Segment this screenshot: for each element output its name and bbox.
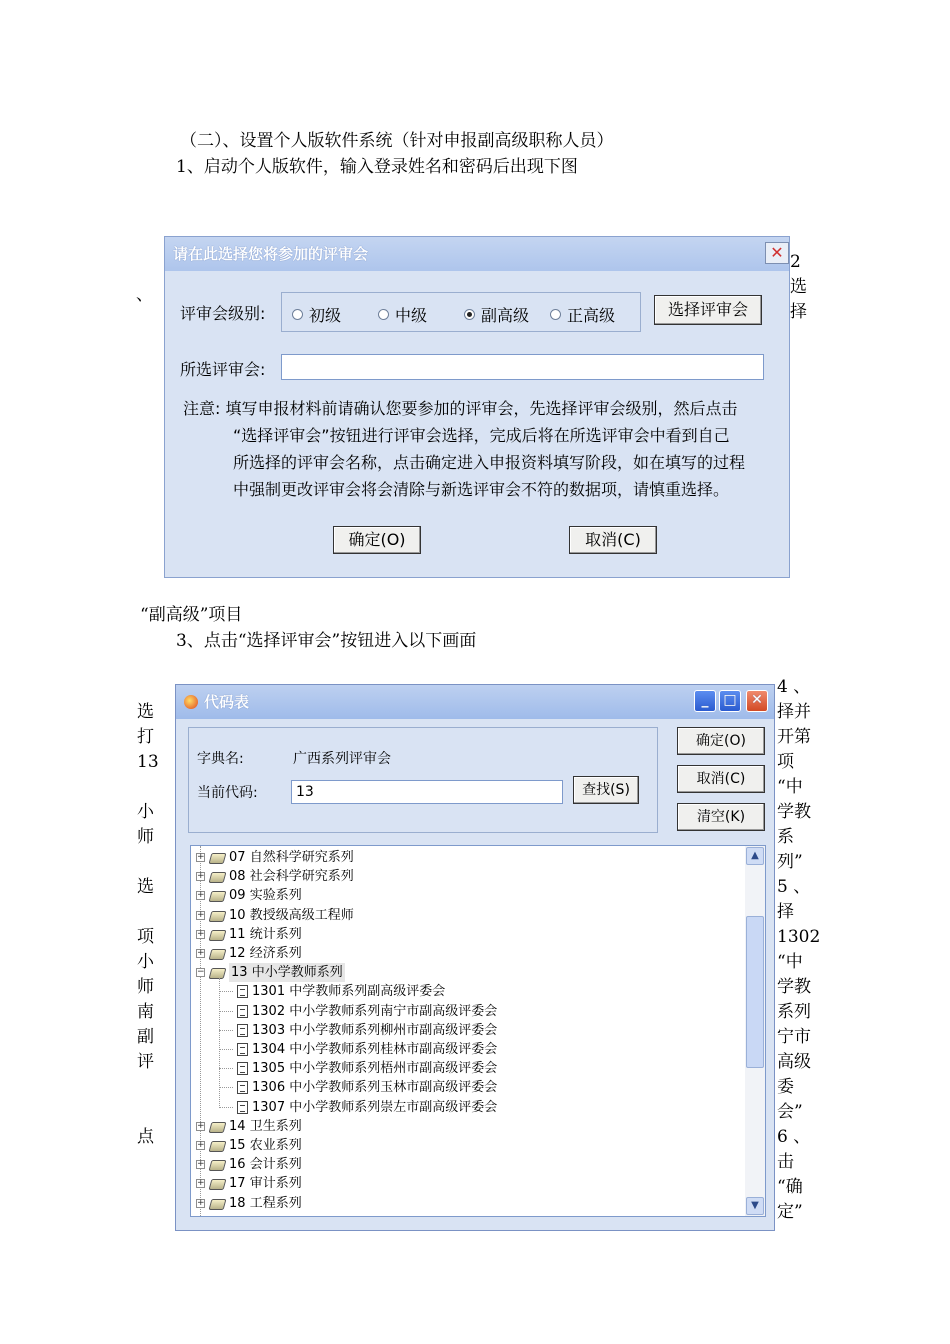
side-line: 列”	[777, 852, 803, 872]
section-title: （二）、设置个人版软件系统（针对申报副高级职称人员）	[180, 131, 614, 151]
side-line: 选	[790, 277, 807, 297]
tree-item-name: 中小学教师系列南宁市副高级评委会	[289, 1003, 498, 1019]
radio-label: 中级	[395, 306, 428, 325]
tree-item-name: 教授级高级工程师	[249, 907, 354, 923]
window-title-bar	[176, 685, 774, 719]
expand-icon[interactable]: +	[197, 909, 205, 920]
find-button[interactable]: 查找(S)	[573, 776, 639, 804]
tree-item-code: 09	[229, 888, 246, 904]
tree-leaf-item[interactable]	[237, 1059, 497, 1078]
note-text	[183, 395, 783, 503]
tree-item-code: 13	[231, 965, 248, 981]
radio-associate-senior[interactable]	[464, 303, 529, 326]
right-side-column	[777, 675, 820, 1225]
side-line: 师	[137, 827, 154, 847]
tree-guide	[219, 991, 233, 992]
expand-icon[interactable]: +	[197, 928, 205, 939]
side-line: 4 、	[777, 677, 811, 697]
chosen-review-field[interactable]	[281, 354, 764, 380]
scroll-thumb[interactable]	[746, 916, 764, 1068]
side-line: 南	[137, 1002, 154, 1022]
side-line: 学教	[777, 977, 811, 997]
radio-label: 正高级	[567, 306, 616, 325]
radio-circle-icon	[378, 309, 389, 320]
tree-item-name: 中小学教师系列梧州市副高级评委会	[289, 1061, 498, 1077]
tree-category-item[interactable]	[196, 944, 302, 963]
step3-text: 3、点击“选择评审会”按钮进入以下画面	[176, 631, 477, 651]
tree-item-code: 1302	[252, 1003, 286, 1019]
scroll-up-icon[interactable]: ▲	[746, 847, 764, 865]
level-radio-group	[281, 292, 641, 332]
side-line: 择并	[777, 702, 811, 722]
side-line: 13	[137, 752, 159, 772]
tree-item-code: 12	[229, 946, 246, 961]
side-line: 打	[137, 727, 154, 747]
tree-item-name: 中小学教师系列柳州市副高级评委会	[289, 1022, 498, 1038]
side-line: 1302	[777, 927, 821, 947]
after-dialog1-text: “副高级”项目	[140, 605, 243, 625]
tree-item-code: 10	[229, 907, 246, 923]
cancel-button[interactable]: 取消(C)	[569, 526, 657, 554]
document-icon	[237, 1024, 248, 1037]
tree-category-item[interactable]	[196, 1174, 302, 1193]
side-line: 评	[137, 1052, 154, 1072]
expand-icon[interactable]: +	[197, 1120, 205, 1131]
tree-item-name: 工程系列	[249, 1195, 302, 1211]
books-icon	[209, 1177, 225, 1190]
dialog-title: 请在此选择您将参加的评审会	[165, 237, 789, 271]
side-line: “确	[777, 1177, 803, 1197]
tree-category-item[interactable]	[196, 1194, 302, 1213]
expand-icon[interactable]: +	[197, 1140, 205, 1150]
tree-item-code: 14	[229, 1118, 246, 1134]
expand-icon[interactable]: +	[197, 1197, 205, 1208]
document-icon	[237, 985, 248, 998]
document-icon	[237, 1043, 248, 1056]
tree-category-item[interactable]	[196, 925, 302, 944]
code-tree[interactable]	[190, 845, 766, 1217]
books-icon	[209, 1197, 225, 1210]
side-line: 项	[777, 752, 794, 772]
tree-category-item[interactable]	[196, 906, 354, 925]
tree-guide	[219, 1068, 233, 1069]
side-line: “中	[777, 777, 803, 797]
tree-guide	[219, 1087, 233, 1088]
books-icon	[209, 1139, 225, 1152]
window-title: 代码表	[204, 693, 250, 711]
side-line: 定”	[777, 1202, 803, 1222]
tree-guide	[219, 1030, 233, 1031]
note-line: 中强制更改评审会将会清除与新选评审会不符的数据项，请慎重选择。	[233, 480, 730, 499]
note-line: “选择评审会”按钮进行评审会选择，完成后将在所选评审会中看到自己	[233, 426, 730, 445]
tree-item-name: 实验系列	[249, 888, 302, 904]
side-line	[137, 1075, 159, 1100]
tree-item-name: 中小学教师系列	[251, 965, 343, 981]
side-line: 宁市	[777, 1027, 811, 1047]
side-line: 系	[777, 827, 794, 847]
expand-icon[interactable]: +	[197, 852, 205, 862]
document-icon	[237, 1101, 248, 1114]
tree-item-code: 1305	[252, 1061, 286, 1077]
tree-guide	[219, 978, 220, 1107]
tree-item-name: 卫生系列	[249, 1118, 302, 1134]
radio-circle-icon	[292, 309, 303, 320]
collapse-icon[interactable]: −	[197, 967, 205, 978]
step1-text: 1、启动个人版软件，输入登录姓名和密码后出现下图	[176, 157, 578, 177]
tree-item-code: 07	[229, 850, 246, 865]
app-icon	[184, 695, 198, 709]
tree-item-name: 农业系列	[249, 1138, 302, 1153]
dict-label: 字典名:	[197, 751, 244, 767]
comma-mark: 、	[136, 285, 153, 305]
tree-leaf-item[interactable]	[237, 982, 445, 1001]
tree-item-code: 1301	[252, 984, 286, 1000]
side-line: 会”	[777, 1102, 803, 1122]
scroll-down-icon[interactable]: ▼	[746, 1197, 764, 1215]
select-review-button[interactable]: 选择评审会	[654, 295, 762, 325]
tree-item-code: 18	[229, 1195, 246, 1211]
side-line	[137, 900, 159, 925]
tree-item-name: 经济系列	[249, 946, 302, 961]
books-icon	[209, 851, 225, 864]
tree-item-code: 1306	[252, 1080, 286, 1096]
tree-item-code: 1304	[252, 1042, 286, 1057]
vertical-scrollbar[interactable]	[745, 846, 765, 1216]
dict-value: 广西系列评审会	[293, 751, 391, 767]
books-icon	[209, 909, 225, 922]
cancel-button[interactable]: 取消(C)	[677, 765, 765, 793]
side-line: 择	[790, 302, 807, 322]
side-line: 5 、	[777, 877, 811, 897]
expand-icon[interactable]: +	[197, 871, 205, 882]
tree-item-code: 11	[229, 926, 246, 942]
tree-guide	[219, 1049, 233, 1050]
radio-junior[interactable]	[292, 303, 341, 326]
ok-button[interactable]: 确定(O)	[677, 727, 765, 755]
side-line: 学教	[777, 802, 811, 822]
maximize-icon[interactable]: □	[719, 690, 741, 712]
tree-item-name: 会计系列	[249, 1157, 302, 1173]
tree-category-item[interactable]	[196, 1155, 302, 1174]
expand-icon[interactable]: +	[197, 1178, 205, 1189]
close-icon[interactable]: ✕	[746, 690, 768, 712]
side-line: “中	[777, 952, 803, 972]
books-icon	[209, 1120, 225, 1133]
tree-item-code: 16	[229, 1157, 246, 1173]
tree-item-name: 中小学教师系列桂林市副高级评委会	[289, 1042, 498, 1057]
left-side-column	[137, 700, 159, 1150]
radio-circle-icon	[550, 309, 561, 320]
side-line: 师	[137, 977, 154, 997]
side-line: 开第	[777, 727, 811, 747]
tree-item-name: 社会科学研究系列	[249, 869, 354, 885]
document-icon	[237, 1005, 248, 1018]
side-line: 小	[137, 952, 154, 972]
side-line: 选	[137, 702, 154, 722]
tree-item-name: 审计系列	[249, 1176, 302, 1192]
chosen-label: 所选评审会:	[180, 360, 266, 379]
tree-item-name: 中小学教师系列崇左市副高级评委会	[289, 1099, 498, 1115]
note-line: 注意: 填写申报材料前请确认您要参加的评审会，先选择评审会级别，然后点击	[183, 399, 738, 418]
tree-leaf-item[interactable]	[237, 1098, 497, 1117]
tree-item-name: 中小学教师系列玉林市副高级评委会	[289, 1080, 498, 1096]
tree-leaf-item[interactable]	[237, 1021, 497, 1040]
books-icon	[209, 947, 225, 960]
books-icon	[209, 1158, 225, 1171]
expand-icon[interactable]: +	[197, 1159, 205, 1170]
tree-category-item[interactable]	[196, 867, 354, 886]
side-line: 高级	[777, 1052, 811, 1072]
books-icon	[209, 889, 225, 902]
expand-icon[interactable]: +	[197, 948, 205, 958]
books-icon	[209, 870, 225, 883]
side-line: 副	[137, 1027, 154, 1047]
tree-category-item[interactable]	[196, 886, 302, 905]
minimize-icon[interactable]: _	[694, 690, 716, 712]
tree-item-code: 15	[229, 1138, 246, 1153]
document-icon	[237, 1081, 248, 1094]
side-line: 点	[137, 1127, 154, 1147]
dictionary-group	[188, 727, 658, 833]
radio-label: 初级	[309, 306, 342, 325]
side-line: 择	[777, 902, 794, 922]
clear-button[interactable]: 清空(K)	[677, 803, 765, 831]
note-line: 所选择的评审会名称，点击确定进入申报资料填写阶段，如在填写的过程	[233, 453, 746, 472]
tree-leaf-item[interactable]	[237, 1002, 497, 1021]
side-line	[137, 775, 159, 800]
code-label: 当前代码:	[197, 785, 258, 801]
side-line	[137, 850, 159, 875]
document-icon	[237, 1062, 248, 1075]
tree-guide	[219, 1107, 233, 1108]
tree-item-name: 自然科学研究系列	[249, 850, 354, 865]
tree-item-code: 1307	[252, 1099, 286, 1115]
side-line: 系列	[777, 1002, 811, 1022]
books-icon	[209, 966, 225, 979]
radio-selected-icon	[464, 309, 475, 320]
tree-category-item[interactable]	[196, 1136, 302, 1155]
side-line: 6 、	[777, 1127, 811, 1147]
side-line: 小	[137, 802, 154, 822]
tree-item-name: 中学教师系列副高级评委会	[289, 984, 446, 1000]
radio-intermediate[interactable]	[378, 303, 427, 326]
side-line: 击	[777, 1152, 794, 1172]
tree-leaf-item[interactable]	[237, 1078, 497, 1097]
tree-guide	[219, 1011, 233, 1012]
current-code-input[interactable]: 13	[291, 780, 563, 804]
select-review-dialog	[164, 236, 790, 578]
ok-button[interactable]: 确定(O)	[333, 526, 421, 554]
tree-item-name: 统计系列	[249, 926, 302, 942]
side-line: 选	[137, 877, 154, 897]
step2-side-text	[790, 250, 807, 325]
tree-item-code: 17	[229, 1176, 246, 1192]
side-line: 项	[137, 927, 154, 947]
side-line: 2	[790, 252, 801, 272]
tree-category-item[interactable]	[196, 1117, 302, 1136]
side-line	[137, 1100, 159, 1125]
books-icon	[209, 928, 225, 941]
side-line: 委	[777, 1077, 794, 1097]
radio-senior[interactable]	[550, 303, 615, 326]
tree-leaf-item[interactable]	[237, 1040, 497, 1059]
tree-item-code: 1303	[252, 1022, 286, 1038]
tree-item-code: 08	[229, 869, 246, 885]
tree-category-item[interactable]	[196, 848, 354, 867]
radio-label: 副高级	[481, 306, 530, 325]
expand-icon[interactable]: +	[197, 890, 205, 901]
code-table-window	[175, 684, 775, 1231]
close-icon[interactable]: ✕	[765, 242, 789, 264]
level-label: 评审会级别:	[180, 304, 266, 323]
